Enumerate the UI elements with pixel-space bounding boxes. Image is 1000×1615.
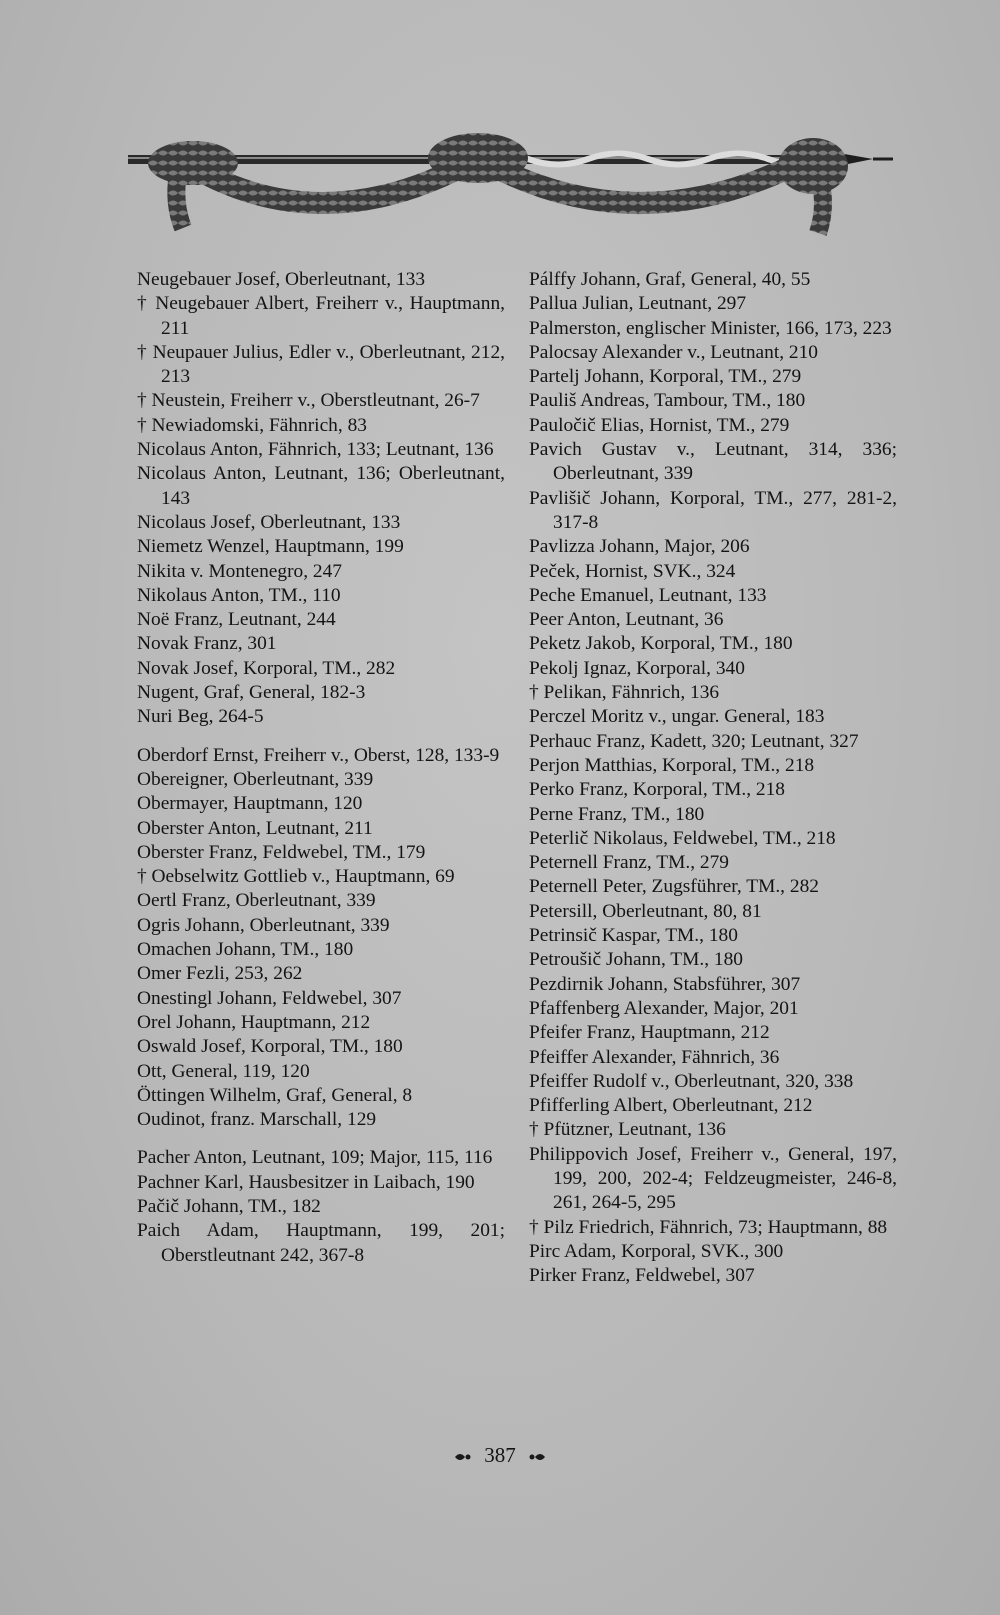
leaf-ornament-right-icon: [528, 1451, 546, 1463]
index-entry: Neugebauer Josef, Oberleutnant, 133: [137, 269, 426, 290]
index-entry: Peternell Franz, TM., 279: [529, 852, 729, 874]
index-entry: Nicolaus Anton, Fähnrich, 133; Leutnant, 136: [137, 439, 494, 461]
index-entry: Peterlič Nikolaus, Feldwebel, TM., 218: [529, 827, 836, 849]
index-entry: Nikolaus Anton, TM., 110: [137, 584, 341, 606]
index-column-right: [529, 268, 897, 1288]
index-entry: Pauliš Andreas, Tambour, TM., 180: [529, 390, 806, 412]
index-entry: Pachner Karl, Hausbesitzer in Laibach, 190: [137, 1171, 475, 1193]
index-entry: Paich Adam, Hauptmann, 199, 201; Oberstleutnant 242, 367-8: [137, 1220, 505, 1266]
index-entry: Ott, General, 119, 120: [137, 1060, 310, 1082]
index-entry: Perjon Matthias, Korporal, TM., 218: [529, 754, 815, 776]
index-entry: † Neustein, Freiherr v., Oberstleutnant, 26-7: [137, 390, 480, 412]
index-entry: Pauločič Elias, Hornist, TM., 279: [529, 414, 790, 436]
index-entry: Pirker Franz, Feldwebel, 307: [529, 1265, 755, 1287]
index-entry: Pezdirnik Johann, Stabsführer, 307: [529, 973, 801, 995]
index-entry: Pačič Johann, TM., 182: [137, 1195, 321, 1217]
index-entry: Nicolaus Josef, Oberleutnant, 133: [137, 511, 401, 533]
leaf-ornament-left-icon: [454, 1451, 472, 1463]
index-entry: Nuri Beg, 264-5: [137, 706, 264, 728]
index-entry: † Pfützner, Leutnant, 136: [529, 1119, 726, 1141]
index-entry: Oberster Franz, Feldwebel, TM., 179: [137, 841, 426, 863]
index-entry: Petroušič Johann, TM., 180: [529, 949, 744, 971]
page-number: 387: [484, 1443, 516, 1467]
index-entry: † Pelikan, Fähnrich, 136: [529, 682, 720, 704]
index-entry: Pfeiffer Alexander, Fähnrich, 36: [529, 1046, 780, 1068]
index-entry: Oertl Franz, Oberleutnant, 339: [137, 890, 376, 912]
index-entry: Öttingen Wilhelm, Graf, General, 8: [137, 1084, 413, 1106]
index-entry: Peketz Jakob, Korporal, TM., 180: [529, 633, 793, 655]
index-entry: Pavlizza Johann, Major, 206: [529, 536, 750, 558]
index-entry: Palocsay Alexander v., Leutnant, 210: [529, 341, 818, 363]
index-entry: Pfaffenberg Alexander, Major, 201: [529, 997, 799, 1019]
index-entry: † Neupauer Julius, Edler v., Oberleutnant, 212, 213: [137, 341, 505, 388]
index-entry: Nikita v. Montenegro, 247: [137, 560, 343, 582]
letter-group-gap: [137, 730, 505, 744]
index-entry: Perko Franz, Korporal, TM., 218: [529, 779, 785, 801]
index-entry: Orel Johann, Hauptmann, 212: [137, 1011, 371, 1033]
index-column-left: [137, 268, 505, 1268]
index-entry: Pekolj Ignaz, Korporal, 340: [529, 657, 745, 679]
index-entry: Pfeifer Franz, Hauptmann, 212: [529, 1022, 770, 1044]
index-entry: Perne Franz, TM., 180: [529, 803, 705, 825]
index-entry: † Newiadomski, Fähnrich, 83: [137, 414, 367, 436]
index-entry: Oudinot, franz. Marschall, 129: [137, 1109, 377, 1131]
index-entry: Ogris Johann, Oberleutnant, 339: [137, 914, 390, 936]
index-entry: Philippovich Josef, Freiherr v., General, 197, 199, 200, 202-4; Feldzeugmeister, 246-8, 261, 264-5, 295: [529, 1143, 897, 1214]
index-entry: Peer Anton, Leutnant, 36: [529, 609, 724, 631]
index-entry: Niemetz Wenzel, Hauptmann, 199: [137, 536, 404, 558]
page-footer: [0, 1443, 1000, 1468]
index-entry: Palmerston, englischer Minister, 166, 173, 223: [529, 317, 892, 339]
index-entry: Obereigner, Oberleutnant, 339: [137, 768, 374, 790]
index-entry: Perczel Moritz v., ungar. General, 183: [529, 706, 825, 728]
index-entry: Nugent, Graf, General, 182-3: [137, 682, 366, 704]
index-entry: Noë Franz, Leutnant, 244: [137, 609, 336, 631]
index-entry: Nicolaus Anton, Leutnant, 136; Oberleutnant, 143: [137, 463, 505, 509]
index-entry: Pálffy Johann, Graf, General, 40, 55: [529, 269, 811, 290]
index-entry: Petrinsič Kaspar, TM., 180: [529, 925, 738, 947]
index-entry: Obermayer, Hauptmann, 120: [137, 793, 363, 815]
index-entry: Peternell Peter, Zugsführer, TM., 282: [529, 876, 819, 898]
index-entry: † Neugebauer Albert, Freiherr v., Hauptmann, 211: [137, 293, 505, 339]
index-entry: Perhauc Franz, Kadett, 320; Leutnant, 327: [529, 730, 859, 752]
index-entry: † Pilz Friedrich, Fähnrich, 73; Hauptmann, 88: [529, 1216, 888, 1238]
index-entry: Novak Josef, Korporal, TM., 282: [137, 657, 396, 679]
index-entry: Pirc Adam, Korporal, SVK., 300: [529, 1240, 784, 1262]
index-entry: Peche Emanuel, Leutnant, 133: [529, 584, 767, 606]
index-entry: Oberdorf Ernst, Freiherr v., Oberst, 128, 133-9: [137, 744, 500, 766]
index-entry: Pavlišič Johann, Korporal, TM., 277, 281-2, 317-8: [529, 487, 897, 533]
garland-flagpole-icon: [118, 128, 908, 248]
index-entry: Pfeiffer Rudolf v., Oberleutnant, 320, 338: [529, 1070, 854, 1092]
index-entry: Onestingl Johann, Feldwebel, 307: [137, 987, 402, 1009]
index-entry: Petersill, Oberleutnant, 80, 81: [529, 900, 762, 922]
index-entry: † Oebselwitz Gottlieb v., Hauptmann, 69: [137, 866, 455, 888]
letter-group-gap: [137, 1132, 505, 1146]
index-entry: Pavich Gustav v., Leutnant, 314, 336; Oberleutnant, 339: [529, 439, 897, 485]
index-entry: Oswald Josef, Korporal, TM., 180: [137, 1036, 403, 1058]
index-entry: Omachen Johann, TM., 180: [137, 939, 354, 961]
index-entry: Peček, Hornist, SVK., 324: [529, 560, 736, 582]
index-entry: Novak Franz, 301: [137, 633, 277, 655]
index-entry: Omer Fezli, 253, 262: [137, 963, 303, 985]
index-entry: Pfifferling Albert, Oberleutnant, 212: [529, 1095, 813, 1117]
index-entry: Pacher Anton, Leutnant, 109; Major, 115, 116: [137, 1147, 493, 1169]
index-entry: Oberster Anton, Leutnant, 211: [137, 817, 373, 839]
index-entry: Pallua Julian, Leutnant, 297: [529, 293, 747, 315]
index-entry: Partelj Johann, Korporal, TM., 279: [529, 366, 802, 388]
